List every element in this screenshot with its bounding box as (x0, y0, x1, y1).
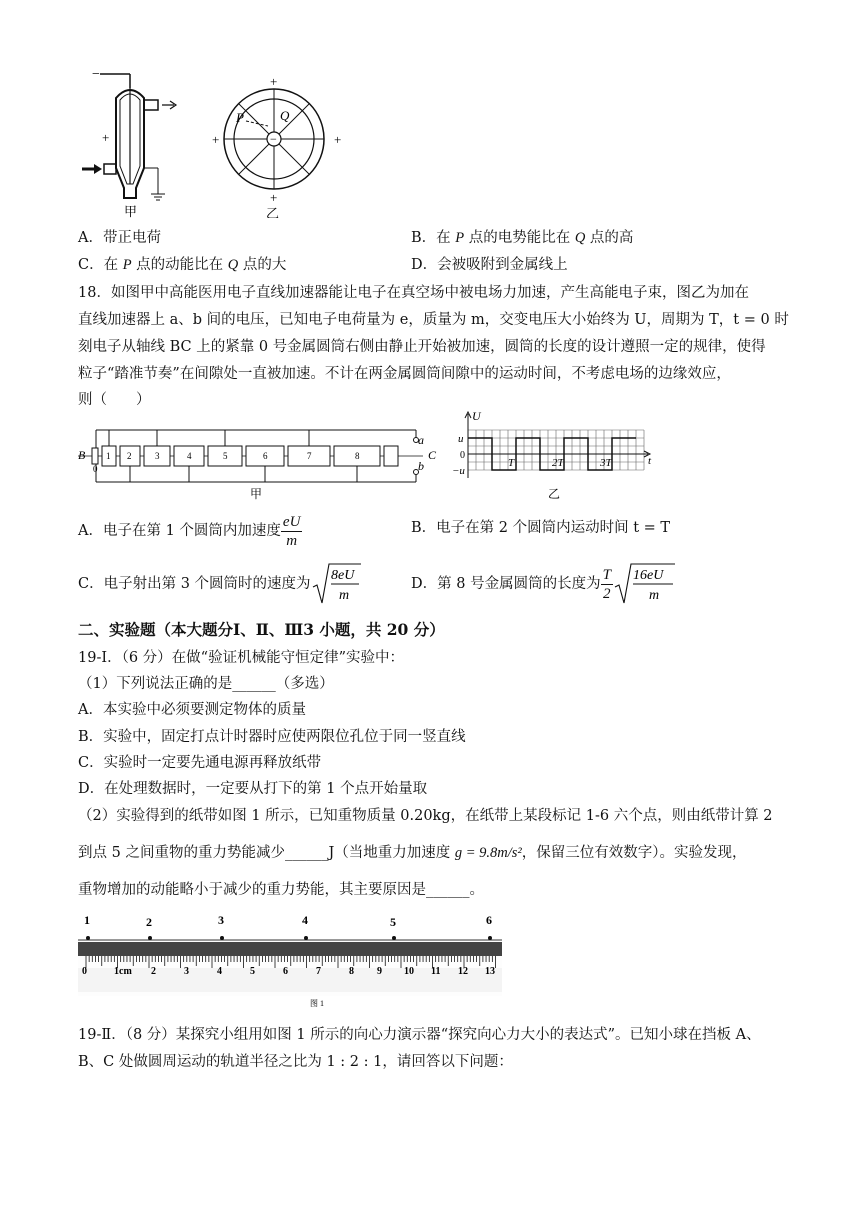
electrode-diagram-yi (208, 66, 348, 218)
section-heading: 二、实验题（本大题分Ⅰ、Ⅱ、Ⅲ3 小题，共 20 分） (78, 620, 445, 639)
q17-c-p: P (122, 257, 132, 273)
q18-option-a (78, 509, 302, 553)
q17-b-mid: 点的电势能比在 (464, 230, 575, 246)
tick-T: T (508, 457, 515, 469)
jia-caption: 甲 (124, 204, 138, 218)
tape-ruler-photo (78, 910, 504, 1008)
label-C: C (428, 448, 437, 462)
ruler-label-9: 9 (377, 966, 382, 977)
q18-line-3: 刻电子从轴线 BC 上的紧靠 0 号金属圆筒右侧由静止开始被加速，圆筒的长度的设计遵照一定的规律，使得 (78, 339, 766, 355)
ruler-label-12: 12 (458, 966, 468, 977)
q17-option-d: D．会被吸附到金属线上 (411, 257, 568, 273)
linac-caption: 甲 (250, 487, 263, 501)
plus-bottom: + (270, 190, 278, 205)
label-B: B (78, 448, 86, 462)
plus-top: + (270, 74, 278, 89)
tube-5: 5 (223, 451, 228, 461)
q19-1-sub2-line1: （2）实验得到的纸带如图 1 所示，已知重物质量 0.20kg，在纸带上某段标记 1-6 六个点，则由纸带计算 2 (78, 808, 773, 824)
axis-zero: 0 (460, 450, 465, 461)
plus-left: + (212, 132, 220, 147)
ruler-label-6: 6 (283, 966, 288, 977)
point-Q: Q (280, 108, 290, 123)
q19-2-line2: B、C 处做圆周运动的轨道半径之比为 1 : 2 : 1，请回答以下问题： (78, 1054, 513, 1070)
tube-3: 3 (155, 451, 160, 461)
q17-c-q: Q (227, 257, 239, 273)
graph-caption: 乙 (548, 487, 561, 501)
center-minus: − (270, 132, 277, 146)
tube-4: 4 (187, 451, 192, 461)
q18-line-5: 则（ ） (78, 392, 151, 408)
ruler-label-7: 7 (316, 966, 321, 977)
q17-option-b (411, 228, 633, 248)
q18-d-text: D．第 8 号金属圆筒的长度为 (411, 576, 601, 592)
q18-c-text: C．电子射出第 3 个圆筒时的速度为 (78, 576, 311, 592)
plus-sign: + (102, 130, 110, 145)
tube-7: 7 (307, 451, 312, 461)
q18-d-fraction (601, 566, 613, 603)
axis-neg-u: −u (452, 465, 465, 477)
q19-1-line2-pre: 到点 5 之间重物的重力势能减少______J（当地重力加速度 (78, 845, 455, 861)
q19-1-line2-post: ，保留三位有效数字）。实验发现， (521, 845, 747, 861)
label-b: b (418, 459, 424, 473)
tick-2T: 2T (552, 457, 564, 469)
tube-0: 0 (93, 464, 98, 474)
ruler-label-8: 8 (349, 966, 354, 977)
ruler-label-1: 1cm (114, 966, 132, 977)
q19-1-sub2-line3: 重物增加的动能略小于减少的重力势能，其主要原因是______。 (78, 882, 484, 898)
q19-2-line1: 19-Ⅱ．（8 分）某探究小组用如图 1 所示的向心力演示器“探究向心力大小的表达式”。已知小球在挡板 A、 (78, 1027, 761, 1043)
ruler-label-3: 3 (184, 966, 189, 977)
q18-option-b: B．电子在第 2 个圆筒内运动时间 t = T (411, 520, 671, 536)
q18-a-fraction (281, 513, 303, 550)
q18-option-c (78, 560, 363, 608)
label-a: a (418, 433, 424, 447)
ruler-label-13: 13 (485, 966, 495, 977)
q17-option-c (78, 255, 286, 275)
tube-8: 8 (355, 451, 360, 461)
q19-1-option-d: D．在处理数据时，一定要从打下的第 1 个点开始量取 (78, 781, 428, 797)
q18-option-d (411, 560, 677, 608)
q18-c-num: 8eU (330, 568, 354, 583)
q17-option-a: A．带正电荷 (78, 230, 161, 246)
point-P: P (236, 110, 244, 125)
q19-1-sub2-line2 (78, 843, 747, 863)
q17-c-mid: 点的动能比在 (131, 257, 228, 273)
q18-line-2: 直线加速器上 a、b 间的电压，已知电子电荷量为 e，质量为 m，交变电压大小始终为 U，周期为 T，t = 0 时 (78, 312, 789, 328)
q18-a-text: A．电子在第 1 个圆筒内加速度 (78, 523, 281, 539)
q19-1-sub1: （1）下列说法正确的是______（多选） (78, 676, 334, 692)
separator-diagram-jia (78, 66, 198, 218)
ruler-label-0: 0 (82, 966, 87, 977)
sqrt-icon (311, 561, 363, 607)
q18-d-fnum: T (602, 566, 611, 583)
tape-point-4: 4 (302, 913, 308, 927)
tape-point-1: 1 (84, 913, 90, 927)
q18-d-den: m (648, 588, 660, 603)
yi-caption: 乙 (266, 206, 280, 218)
ruler-caption: 图 1 (310, 999, 324, 1008)
ruler-label-2: 2 (151, 966, 156, 977)
q19-1-option-a: A．本实验中必须要测定物体的质量 (78, 702, 306, 718)
q18-line-4: 粒子“踏准节奏”在间隙处一直被加速。不计在两金属圆筒间隙中的运动时间，不考虑电场的边缘效应， (78, 366, 731, 382)
tick-3T: 3T (600, 457, 612, 469)
tape-point-6: 6 (486, 913, 492, 927)
ruler-label-4: 4 (217, 966, 222, 977)
axis-u: u (458, 433, 464, 445)
q17-c-pre: C．在 (78, 257, 123, 273)
q17-b-post: 点的高 (585, 230, 634, 246)
plus-right: + (334, 132, 342, 147)
linac-diagram (78, 418, 440, 502)
tape-point-3: 3 (218, 913, 224, 927)
tube-6: 6 (263, 451, 268, 461)
q17-b-p: P (455, 230, 465, 246)
q19-1-option-b: B．实验中，固定打点计时器时应使两限位孔位于同一竖直线 (78, 729, 466, 745)
voltage-graph (448, 408, 658, 504)
axis-U: U (472, 409, 481, 423)
axis-t: t (648, 455, 652, 467)
q18-c-den: m (338, 588, 349, 603)
tube-2: 2 (127, 451, 132, 461)
ruler-label-11: 11 (431, 966, 441, 977)
q18-d-fden: 2 (603, 585, 611, 602)
minus-sign: − (92, 67, 100, 82)
q17-b-pre: B．在 (411, 230, 456, 246)
tape-point-2: 2 (146, 915, 152, 929)
q18-a-num: eU (282, 513, 301, 530)
q17-c-post: 点的大 (238, 257, 287, 273)
tube-1: 1 (106, 451, 111, 461)
q19-1-option-c: C．实验时一定要先通电源再释放纸带 (78, 755, 322, 771)
q19-1-gravity: g = 9.8m/s² (454, 845, 522, 861)
q18-line-1: 18．如图甲中高能医用电子直线加速器能让电子在真空场中被电场力加速，产生高能电子束，图乙为加在 (78, 285, 749, 301)
sqrt-icon (613, 561, 677, 607)
ruler-label-5: 5 (250, 966, 255, 977)
q19-1-title: 19-Ⅰ．（6 分）在做“验证机械能守恒定律”实验中： (78, 650, 404, 666)
ruler-label-10: 10 (404, 966, 414, 977)
q17-b-q: Q (574, 230, 586, 246)
tape-point-5: 5 (390, 915, 396, 929)
q18-a-den: m (286, 532, 298, 549)
q18-d-num: 16eU (632, 568, 664, 583)
